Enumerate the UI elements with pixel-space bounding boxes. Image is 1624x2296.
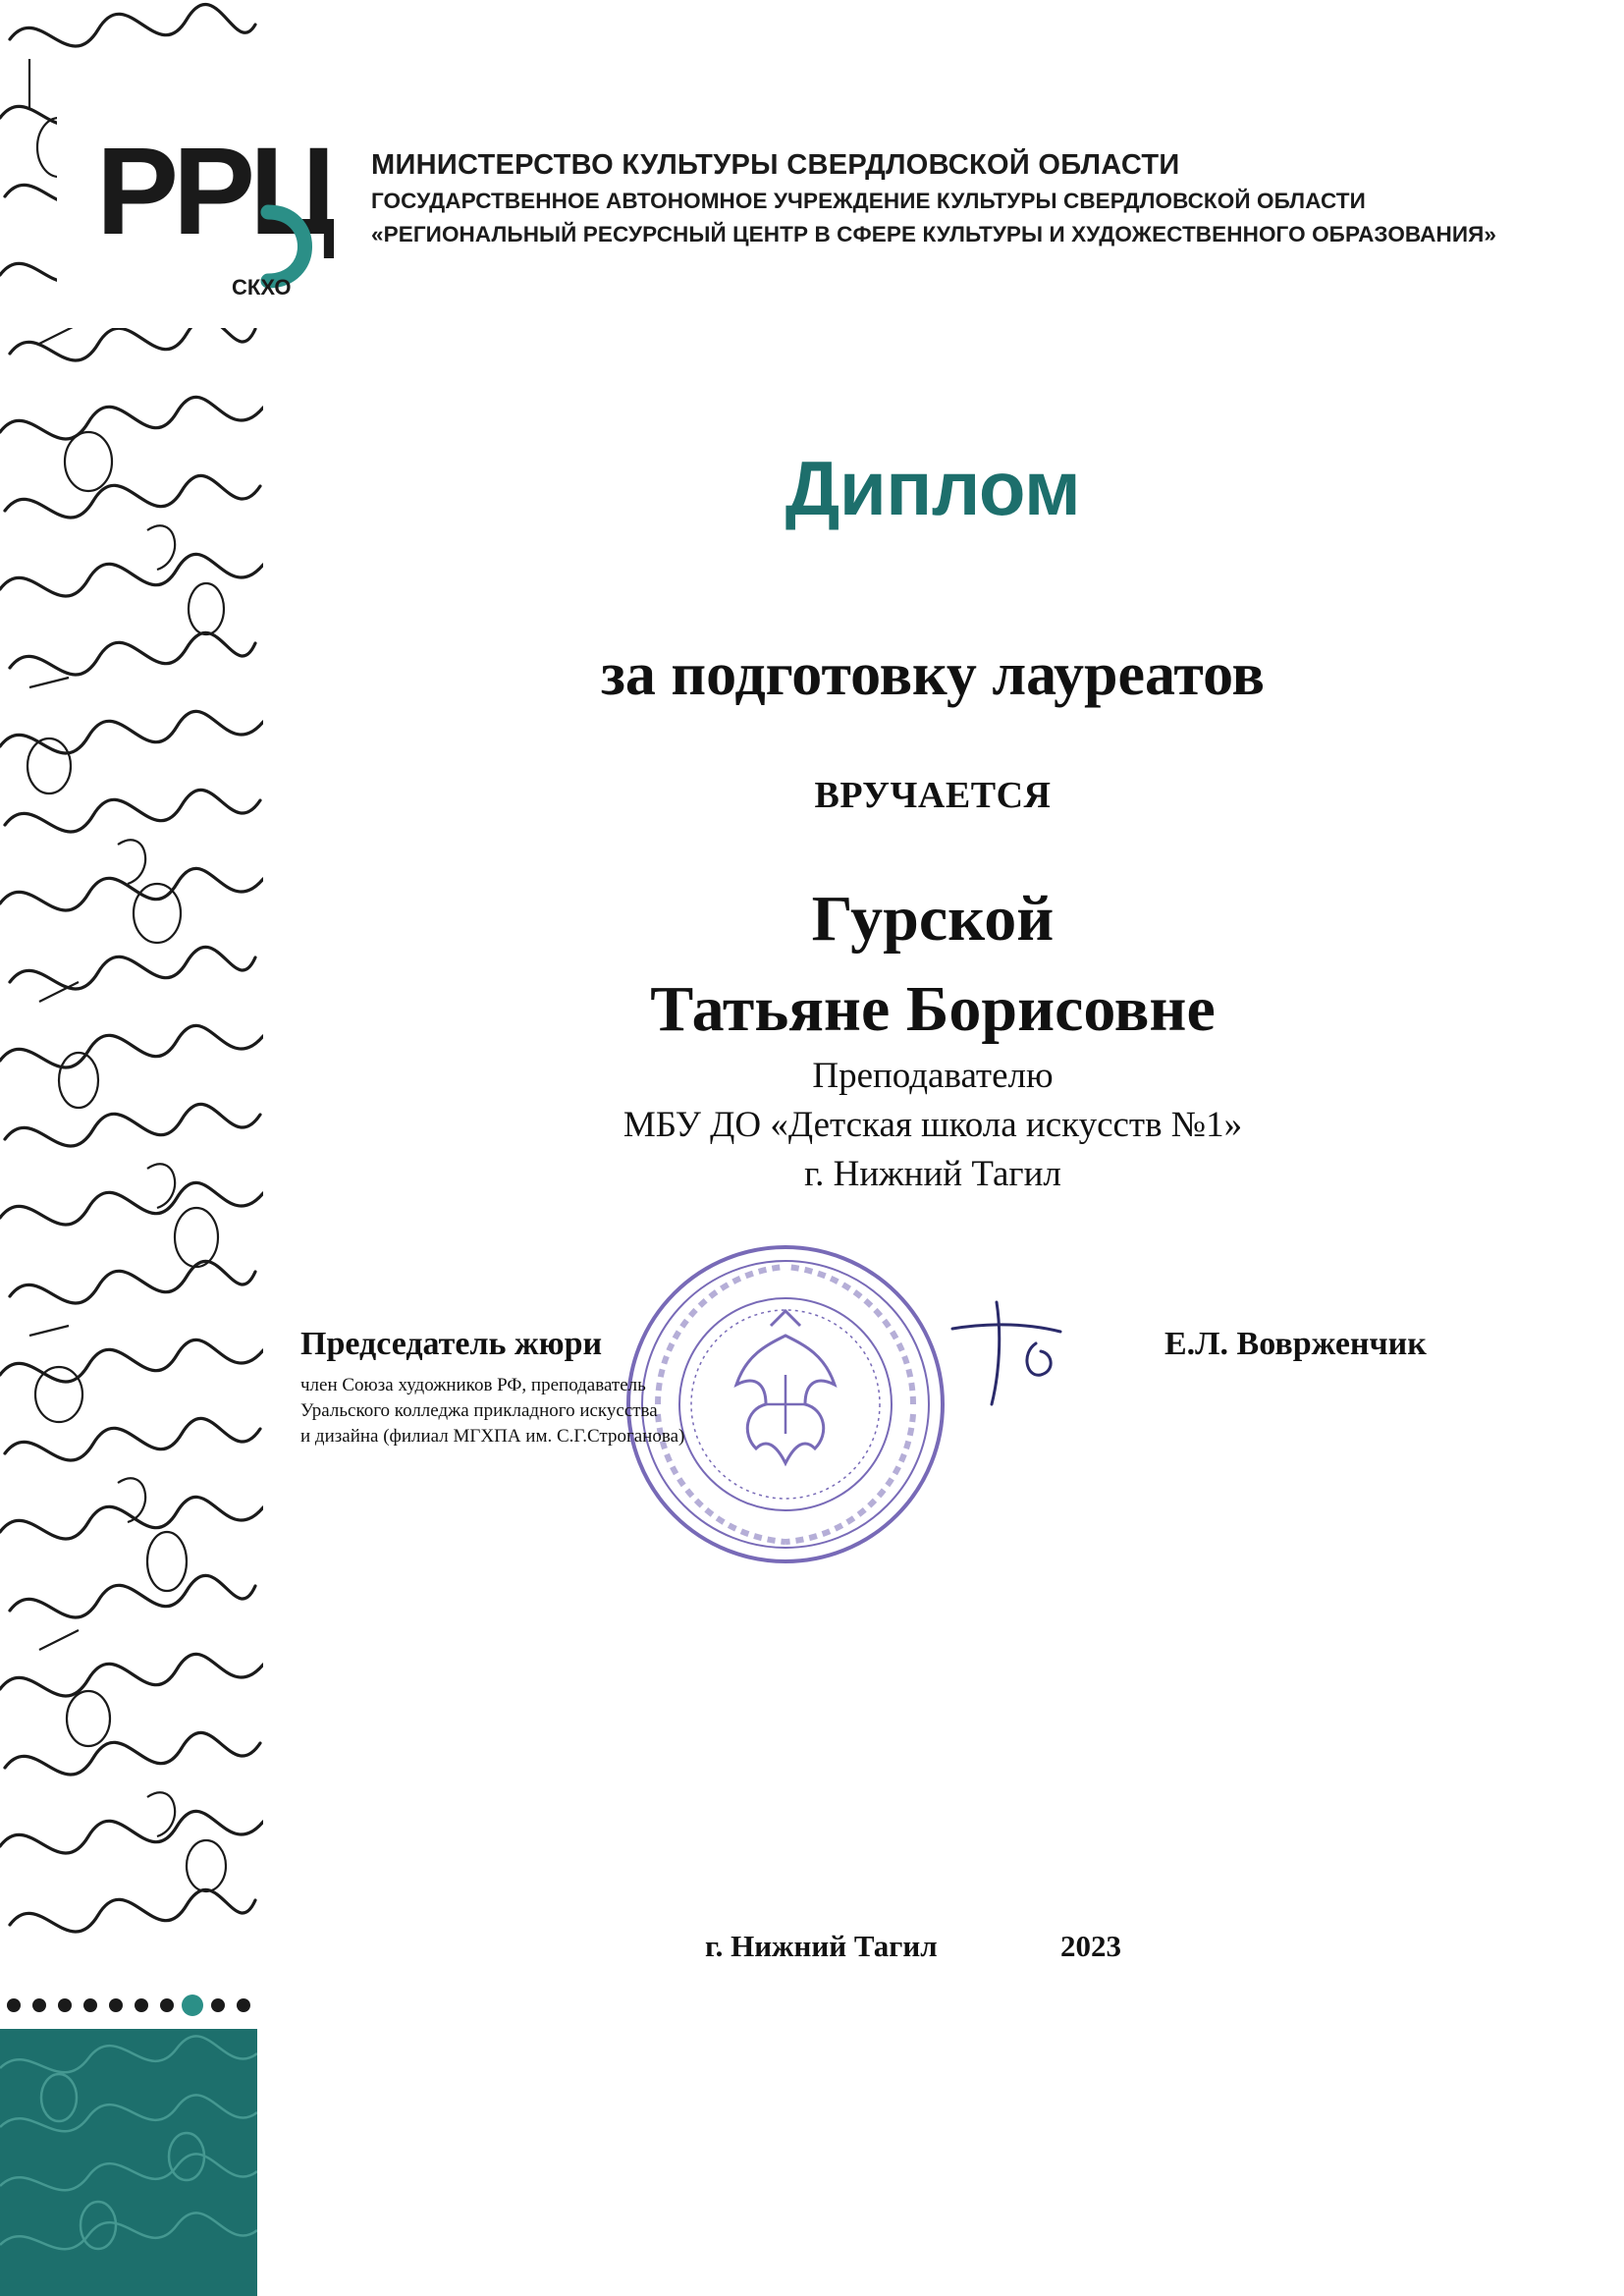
recipient-given-names: Татьяне Борисовне bbox=[650, 973, 1216, 1045]
organization-logo bbox=[57, 65, 334, 328]
jury-chair-title: Председатель жюри bbox=[300, 1326, 603, 1362]
center-name: «РЕГИОНАЛЬНЫЙ РЕСУРСНЫЙ ЦЕНТР В СФЕРЕ КУЛЬТУРЫ И ХУДОЖЕСТВЕННОГО ОБРАЗОВАНИЯ» bbox=[371, 222, 1497, 246]
chair-description-line: Уральского колледжа прикладного искусства bbox=[300, 1400, 658, 1421]
recipient-school: МБУ ДО «Детская школа искусств №1» bbox=[623, 1105, 1243, 1145]
awarded-label: ВРУЧАЕТСЯ bbox=[814, 775, 1052, 816]
logo-sub-text: СКХО bbox=[232, 275, 292, 300]
dot-row-ornament bbox=[4, 1986, 261, 2025]
chair-description-line: член Союза художников РФ, преподаватель bbox=[300, 1375, 646, 1395]
diploma-title: Диплом bbox=[785, 445, 1081, 531]
header-organization bbox=[371, 145, 1589, 251]
logo-mark-text: РРЦ bbox=[96, 122, 334, 260]
award-reason: за подготовку лауреатов bbox=[600, 641, 1266, 708]
recipient-position: Преподавателю bbox=[812, 1056, 1054, 1096]
ministry-name: МИНИСТЕРСТВО КУЛЬТУРЫ СВЕРДЛОВСКОЙ ОБЛАСТИ bbox=[371, 149, 1180, 181]
recipient-city: г. Нижний Тагил bbox=[804, 1154, 1061, 1194]
jury-chair-description bbox=[300, 1373, 791, 1449]
signature-icon bbox=[943, 1294, 1080, 1412]
footer-year: 2023 bbox=[1060, 1929, 1121, 1963]
institution-name: ГОСУДАРСТВЕННОЕ АВТОНОМНОЕ УЧРЕЖДЕНИЕ КУЛЬТУРЫ СВЕРДЛОВСКОЙ ОБЛАСТИ bbox=[371, 189, 1366, 213]
decorative-side-strip bbox=[0, 0, 263, 2296]
recipient-surname: Гурской bbox=[811, 883, 1055, 955]
footer-city: г. Нижний Тагил bbox=[705, 1929, 938, 1963]
jury-chair-name: Е.Л. Воврженчик bbox=[1164, 1326, 1427, 1362]
chair-description-line: и дизайна (филиал МГХПА им. С.Г.Строганова) bbox=[300, 1426, 685, 1447]
teal-pattern-block bbox=[0, 2029, 257, 2296]
